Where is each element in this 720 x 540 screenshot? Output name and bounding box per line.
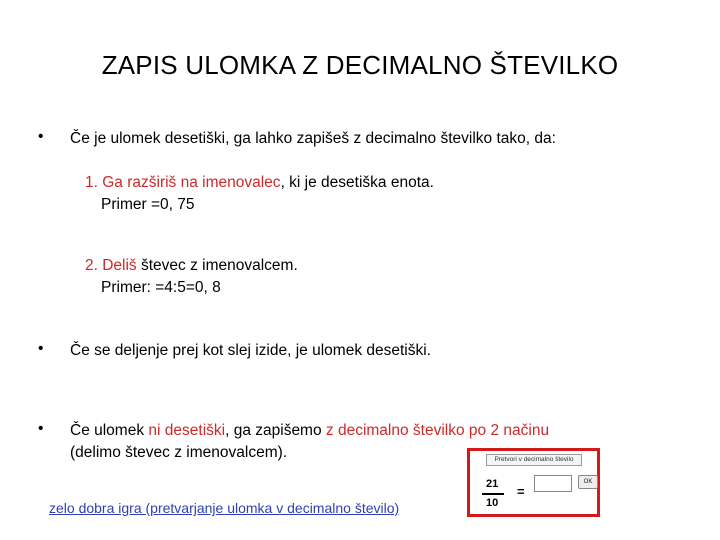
bullet-text: Če je ulomek desetiški, ga lahko zapišeš z decimalno številko tako, da:	[70, 130, 556, 147]
game-header: Pretvori v decimalno število	[486, 454, 582, 466]
equals-sign: =	[517, 484, 525, 499]
step-1	[85, 172, 434, 216]
fraction-numerator: 21	[486, 478, 499, 490]
step-number: 1.	[85, 174, 103, 191]
step-example: Primer =0, 75	[101, 196, 195, 213]
fraction-bar	[482, 493, 504, 495]
bullet-dot: •	[38, 420, 44, 437]
slide-title: ZAPIS ULOMKA Z DECIMALNO ŠTEVILKO	[101, 50, 619, 80]
fraction-denominator: 10	[486, 497, 499, 509]
bullet-text-part: Če ulomek	[70, 422, 149, 439]
bullet-text-part: , ga zapišemo	[225, 422, 326, 439]
bullet-dot: •	[38, 340, 44, 357]
answer-input[interactable]	[534, 475, 572, 492]
step-text: števec z imenovalcem.	[136, 257, 298, 274]
step-text: , ki je desetiška enota.	[280, 174, 434, 191]
step-example: Primer: =4:5=0, 8	[101, 279, 221, 296]
step-highlight: Ga razširiš na imenovalec	[102, 174, 281, 191]
step-2	[85, 255, 298, 299]
bullet-dot: •	[38, 128, 44, 145]
bullet-text: Če se deljenje prej kot slej izide, je ulomek desetiški.	[70, 342, 431, 359]
step-number: 2.	[85, 257, 103, 274]
step-highlight: Deliš	[102, 257, 137, 274]
bullet-text-line2: (delimo števec z imenovalcem).	[70, 444, 288, 461]
bullet-text-highlight: ni desetiški	[148, 422, 226, 439]
ok-button[interactable]: OK	[578, 475, 598, 489]
game-link[interactable]: zelo dobra igra (pretvarjanje ulomka v decimalno število)	[49, 500, 400, 516]
game-thumbnail[interactable]	[467, 448, 600, 517]
bullet-text-highlight: z decimalno številko po 2 načinu	[325, 422, 550, 439]
